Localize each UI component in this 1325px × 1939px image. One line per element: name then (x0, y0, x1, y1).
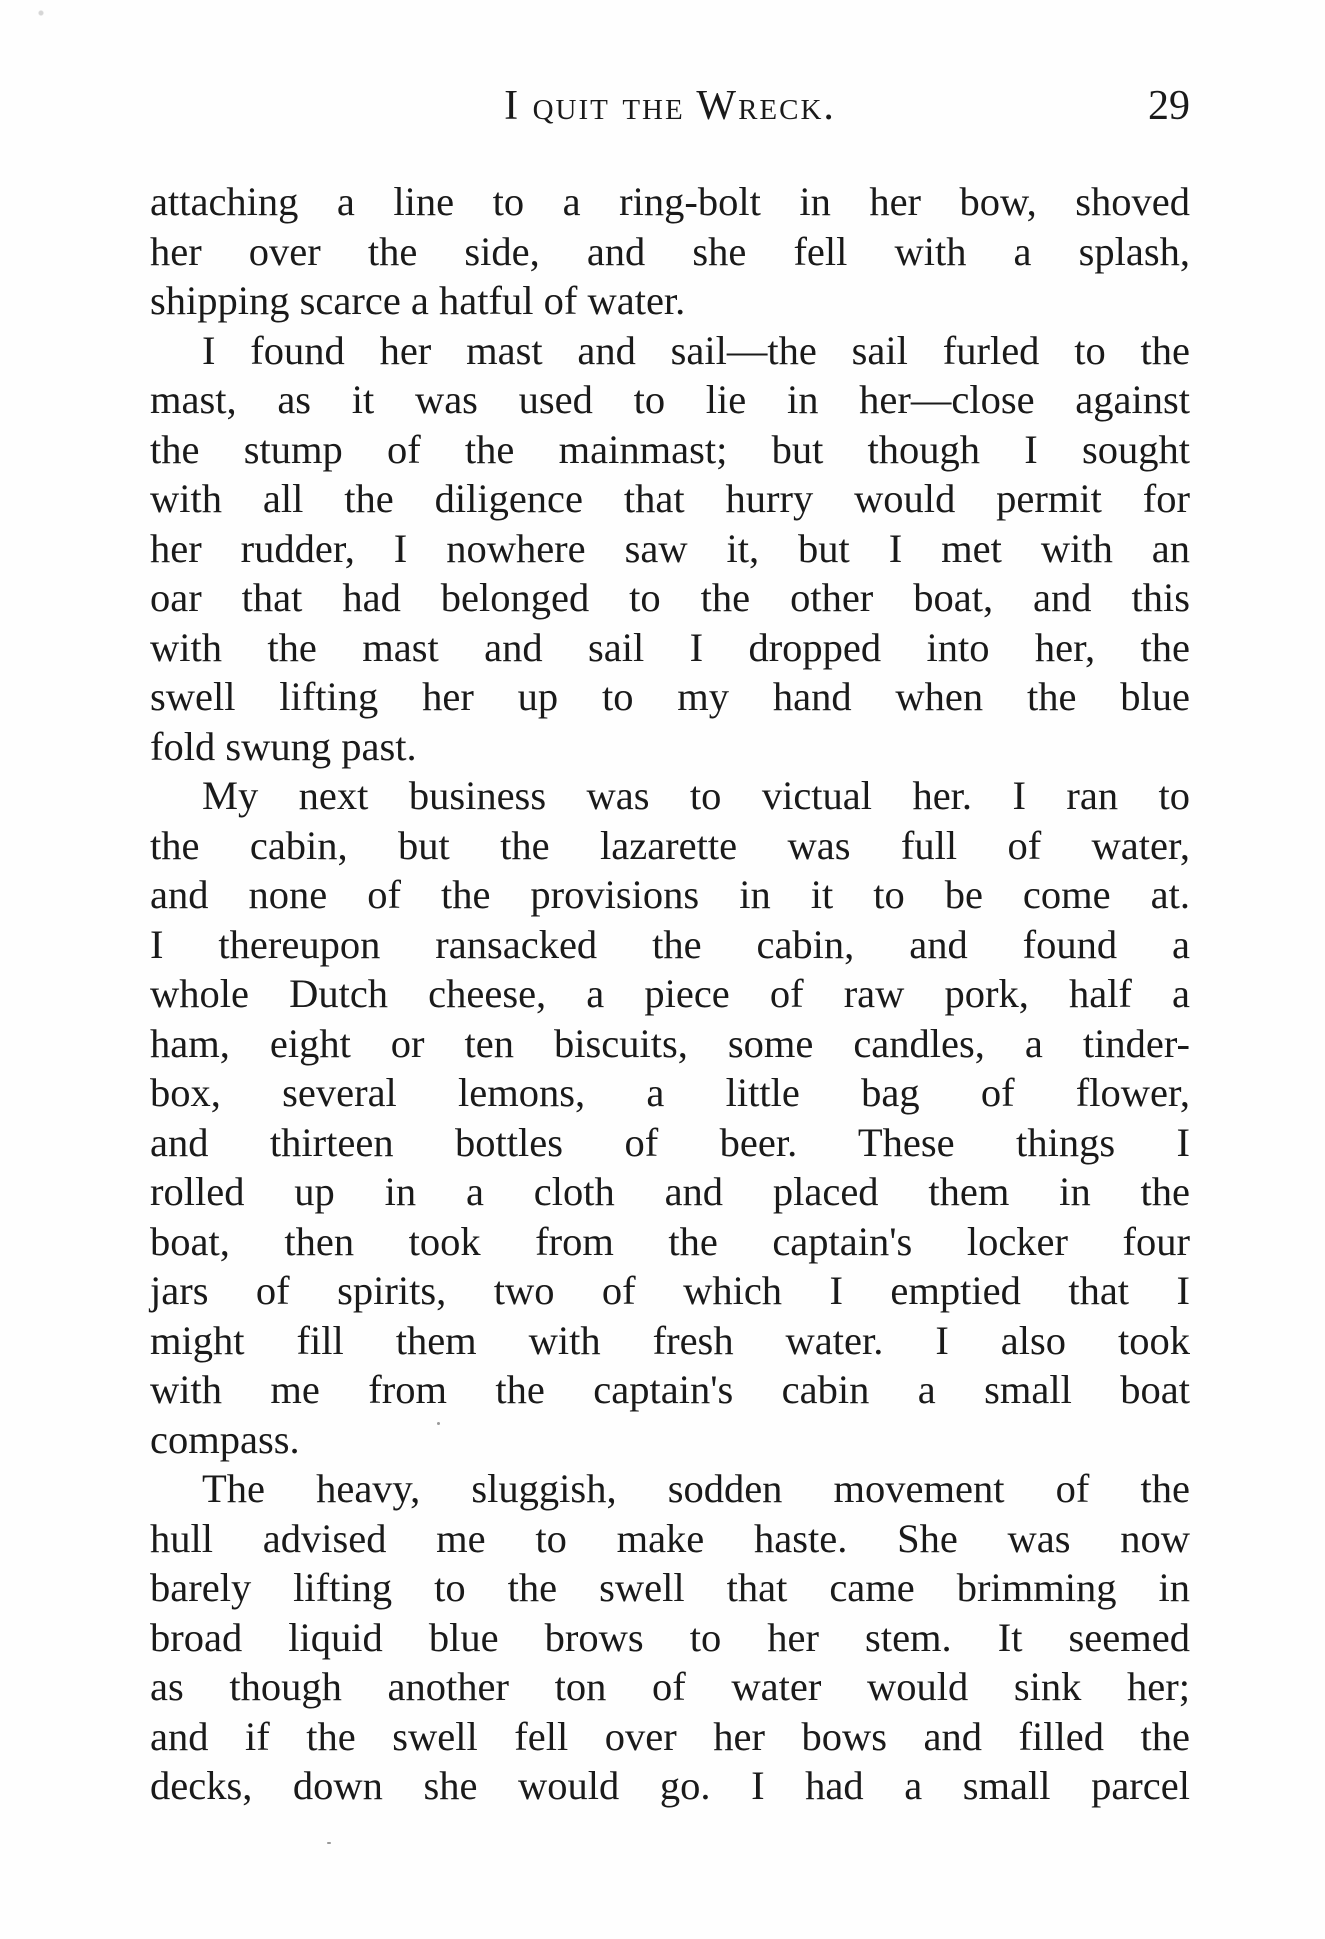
text-line: and thirteen bottles of beer. These things I (150, 1119, 1190, 1165)
text-line: shipping scarce a hatful of water. (150, 278, 686, 323)
text-line: compass. (150, 1416, 300, 1462)
text-line: with me from the captain's cabin a small boat (150, 1367, 1190, 1412)
text-line: broad liquid blue brows to her stem. It seemed (150, 1614, 1190, 1660)
text-line: and none of the provisions in it to be come at. (150, 872, 1190, 917)
text-line: swell lifting her up to my hand when the blue (150, 674, 1190, 719)
text-line: her over the side, and she fell with a splash, (150, 228, 1190, 274)
text-line: boat, then took from the captain's locker four (150, 1218, 1190, 1264)
text-line: The heavy, sluggish, sodden movement of the (202, 1466, 1190, 1511)
text-line: with the mast and sail I dropped into her, the (150, 624, 1190, 670)
text-line: I thereupon ransacked the cabin, and found a (150, 921, 1190, 967)
text-line: with all the diligence that hurry would permit for (150, 476, 1190, 521)
text-line: whole Dutch cheese, a piece of raw pork, half a (150, 971, 1190, 1016)
print-speck (36, 6, 46, 20)
page-header (150, 82, 1190, 142)
text-line: box, several lemons, a little bag of flower, (150, 1070, 1190, 1115)
text-line: her rudder, I nowhere saw it, but I met with an (150, 525, 1190, 571)
body-text (150, 177, 1190, 1811)
page-number: 29 (1148, 83, 1190, 129)
print-speck (437, 1422, 440, 1425)
text-line: and if the swell fell over her bows and filled the (150, 1713, 1190, 1759)
text-line: barely lifting to the swell that came brimming in (150, 1565, 1190, 1610)
text-line: oar that had belonged to the other boat, and this (150, 575, 1190, 620)
text-line: rolled up in a cloth and placed them in the (150, 1169, 1190, 1214)
text-line: the cabin, but the lazarette was full of water, (150, 822, 1190, 868)
running-title: I quit the Wreck. (504, 83, 836, 129)
text-line: as though another ton of water would sink her; (150, 1664, 1190, 1709)
text-line: attaching a line to a ring-bolt in her bow, shoved (150, 179, 1190, 224)
text-line: My next business was to victual her. I ran to (202, 773, 1190, 818)
text-line: might fill them with fresh water. I also took (150, 1317, 1190, 1363)
text-line: fold swung past. (150, 723, 417, 769)
text-line: mast, as it was used to lie in her—close against (150, 377, 1190, 422)
text-line: I found her mast and sail—the sail furled to the (202, 327, 1190, 373)
text-line: jars of spirits, two of which I emptied that I (150, 1268, 1190, 1313)
text-line: the stump of the mainmast; but though I sought (150, 426, 1190, 472)
text-line: ham, eight or ten biscuits, some candles, a tinder- (150, 1020, 1190, 1066)
print-speck (327, 1842, 331, 1844)
text-line: decks, down she would go. I had a small parcel (150, 1763, 1190, 1808)
text-line: hull advised me to make haste. She was now (150, 1515, 1190, 1561)
